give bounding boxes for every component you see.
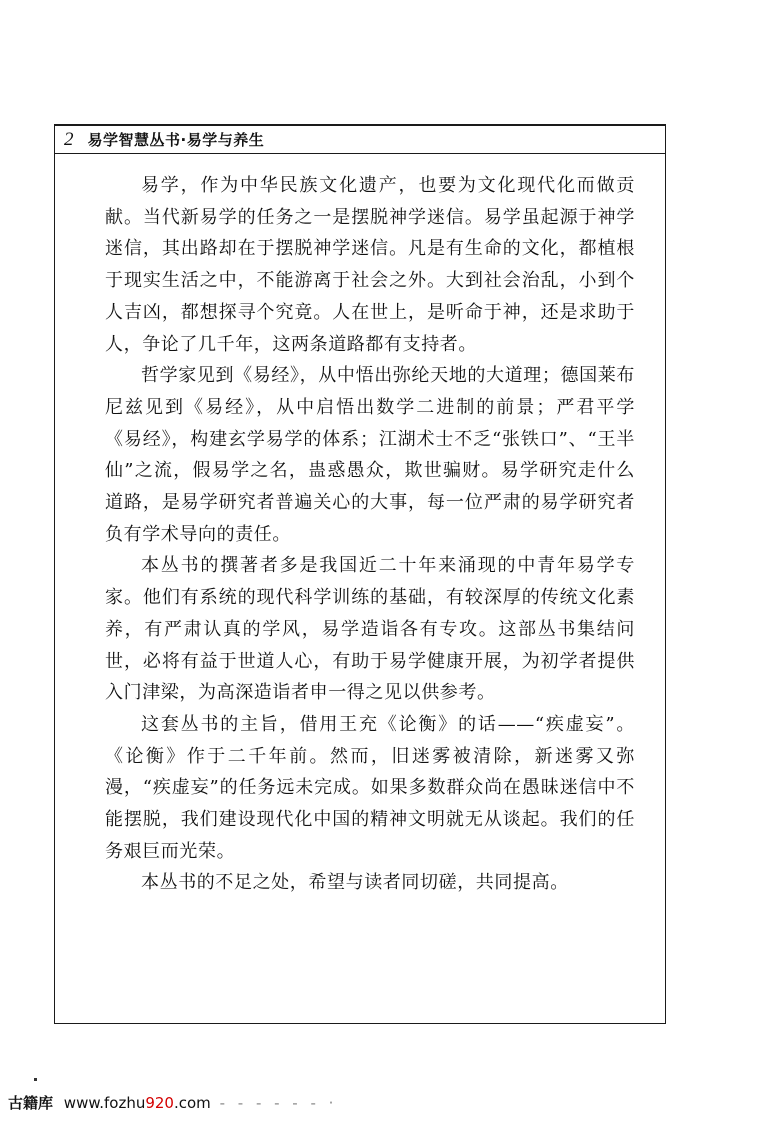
paragraph: 易学，作为中华民族文化遗产，也要为文化现代化而做贡献。当代新易学的任务之一是摆脱神学迷信。易学虽起源于神学迷信，其出路却在于摆脱神学迷信。凡是有生命的文化，都植根于现实生活之中，不能游离于社会之外。大到社会治乱，小到个人吉凶，都想探寻个究竟。人在世上，是听命于神，还是求助于人，争论了几千年，这两条道路都有支持者。: [105, 175, 635, 355]
body-text: [105, 170, 635, 899]
site-url: [64, 1094, 211, 1112]
url-accent: 920: [145, 1094, 174, 1112]
paragraph: 本丛书的撰著者多是我国近二十年来涌现的中青年易学专家。他们有系统的现代科学训练的基础，有较深厚的传统文化素养，有严肃认真的学风，易学造诣各有专攻。这部丛书集结问世，必将有益于世道人心，有助于易学健康开展，为初学者提供入门津梁，为高深造诣者申一得之见以供参考。: [105, 555, 635, 704]
scan-speck: [34, 1078, 37, 1081]
url-prefix: www.fozhu: [63, 1094, 146, 1112]
paragraph: 这套丛书的主旨，借用王充《论衡》的话——“疾虚妄”。《论衡》作于二千年前。然而，旧迷雾被清除，新迷雾又弥漫，“疾虚妄”的任务远未完成。如果多数群众尚在愚昧迷信中不能摆脱，我们建设现代化中国的精神文明就无从谈起。我们的任务艰巨而光荣。: [105, 713, 635, 862]
page-number: 2: [64, 129, 74, 150]
url-suffix: .com: [173, 1094, 211, 1112]
series-title: 易学智慧丛书·易学与养生: [87, 131, 265, 149]
paragraph: 哲学家见到《易经》，从中悟出弥纶天地的大道理；德国莱布尼兹见到《易经》，从中启悟出数学二进制的前景；严君平学《易经》，构建玄学易学的体系；江湖术士不乏“张铁口”、“王半仙”之流，假易学之名，蛊惑愚众，欺世骗财。易学研究走什么道路，是易学研究者普遍关心的大事，每一位严肃的易学研究者负有学术导向的责任。: [105, 365, 635, 545]
site-name: 古籍库: [8, 1094, 54, 1112]
source-watermark: [8, 1092, 337, 1113]
paragraph: 本丛书的不足之处，希望与读者同切磋，共同提高。: [141, 872, 569, 894]
running-head: [54, 124, 666, 154]
footer-dots: - - - - - - ·: [219, 1094, 338, 1112]
